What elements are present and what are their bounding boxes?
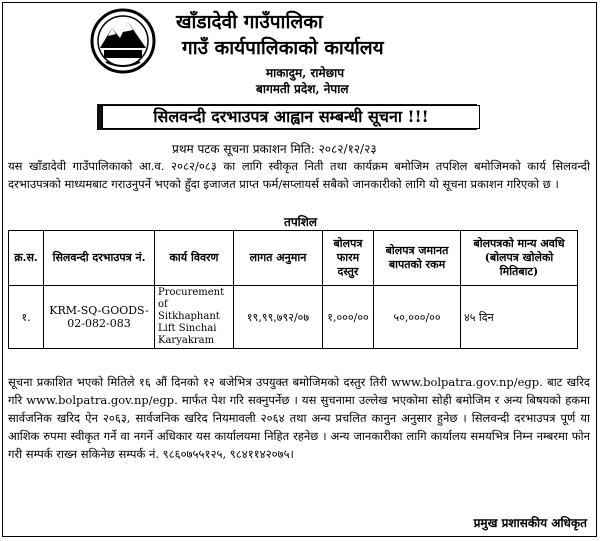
col-sn: क्र.स. xyxy=(9,231,44,286)
table-header-row xyxy=(9,231,578,286)
intro-paragraph: यस खाँडादेवी गाउँपालिकाको आ.व. २०८२/०८३ का लागि स्वीकृत निती तथा कार्यक्रम बमोजिम तपशिल बमोजिमको कार्य सिलवन्दी दरभाउपत्रको माध्यमबाट गराउनुपर्ने भएको हुँदा इजाजत प्राप्त फर्म/सप्लायर्स सबैको जानकारीको लागि यो सूचना प्रकाशन गरिएको छ । xyxy=(8,159,590,191)
cell-cost-estimate: १९,९९,७९२/०७ xyxy=(234,286,323,349)
col-work-description: कार्य विवरण xyxy=(155,231,234,286)
publish-date: प्रथम पटक सूचना प्रकाशन मिति: २०८२/१२/२३ xyxy=(172,142,377,156)
bid-table xyxy=(8,230,578,349)
notice-title: सिलवन्दी दरभाउपत्र आह्वान सम्बन्धी सूचना !!! xyxy=(102,105,480,129)
body-paragraph: सूचना प्रकाशित भएको मितिले १६ औं दिनको १२ बजेभित्र उपयुक्त बमोजिमको दस्तुर तिरी www.bolpatra.gov.np/egp. बाट खरिद गरि www.bolpatra.gov.np/egp. मार्फत पेश गरि सक्नुपर्नेछ । यस सुचनामा उल्लेख भएकोमा सोही बमोजिम र अन्य बिषयको हकमा सार्वजनिक खरिद ऐन २०६३, सार्वजनिक खरिद नियमावली २०६४ तथा अन्य प्रचलित कानुन अनुसार हुनेछ । सिलवन्दी दरभाउपत्र पूर्ण या आशिक रुपमा स्वीकृत गर्ने वा नगर्ने अधिकार यस कार्यालयमा निहित रहनेछ । अन्य जानकारीका लागि कार्यालय समयभित्र निम्न नम्बरमा फोन गरी सम्पर्क राख्न सकिनेछ सम्पर्क नं. ९८६०७५५१२५, ९८४११४२०७५। xyxy=(8,375,590,461)
col-bid-number: सिलवन्दी दरभाउपत्र नं. xyxy=(44,231,155,286)
nepal-emblem-icon xyxy=(90,8,156,74)
province-line: बागमती प्रदेश, नेपाल xyxy=(256,82,349,96)
cell-sn: १. xyxy=(9,286,44,349)
col-cost-estimate: लागत अनुमान xyxy=(234,231,323,286)
signature-title: प्रमुख प्रशासकीय अधिकृत xyxy=(473,516,587,530)
location-line: माकादुम, रामेछाप xyxy=(266,66,345,80)
cell-work-description: Procurement of Sitkhaphant Lift Sinchai Karyakram xyxy=(155,286,234,349)
col-form-fee: बोलपत्र फारम दस्तुर xyxy=(323,231,374,286)
col-bid-security: बोलपत्र जमानत बापतको रकम xyxy=(374,231,461,286)
municipality-name: खाँडादेवी गाउँपालिका xyxy=(176,11,323,33)
table-row xyxy=(9,286,578,349)
cell-form-fee: १,०००/०० xyxy=(323,286,374,349)
col-validity: बोलपत्रको मान्य अवधि (बोलपत्र खोलेको मितिबाट) xyxy=(461,231,578,286)
cell-bid-security: ५०,०००/०० xyxy=(374,286,461,349)
cell-bid-number: KRM-SQ-GOODS-02-082-083 xyxy=(44,286,155,349)
office-name: गाउँ कार्यपालिकाको कार्यालय xyxy=(182,37,384,59)
cell-validity: ४५ दिन xyxy=(461,286,578,349)
table-caption: तपशिल xyxy=(284,215,318,229)
